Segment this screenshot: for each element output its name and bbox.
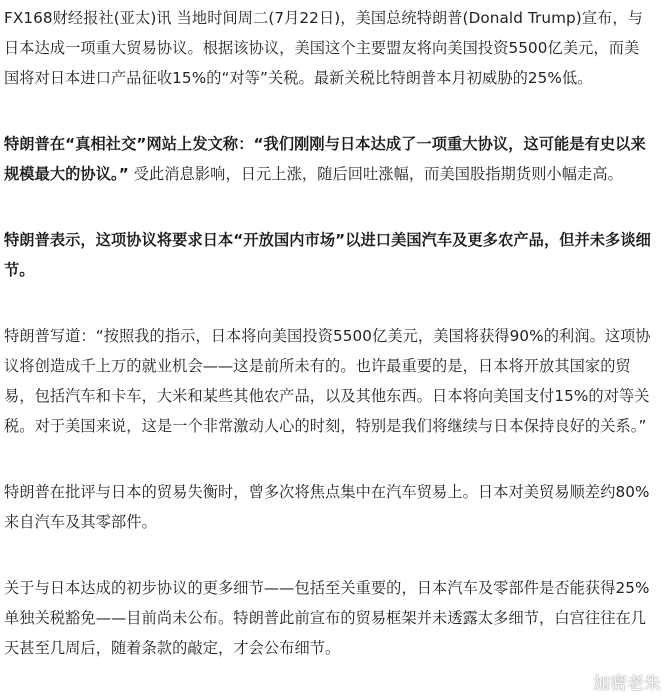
market-reaction-text: 受此消息影响，日元上涨，随后回吐涨幅，而美国股指期货则小幅走高。 — [128, 165, 623, 183]
watermark-text: 加密老朱 — [593, 674, 661, 694]
open-market-statement: 特朗普表示，这项协议将要求日本“开放国内市场”以进口美国汽车及更多农产品，但并未多谈细节。 — [4, 231, 651, 279]
paragraph-open-market — [4, 225, 653, 285]
paragraph-auto-trade: 特朗普在批评与日本的贸易失衡时，曾多次将焦点集中在汽车贸易上。日本对美贸易顺差约80%来自汽车及其零部件。 — [4, 483, 650, 531]
watermark — [569, 669, 661, 694]
paragraph-trump-quote: 特朗普写道：“按照我的指示，日本将向美国投资5500亿美元，美国将获得90%的利润。这项协议将创造成千上万的就业机会——这是前所未有的。也许最重要的是，日本将开放其国家的贸易，包括汽车和卡车，大米和某些其他农产品，以及其他东西。日本将向美国支付15%的对等关税。对于美国来说，这是一个非常激动人心的时刻，特别是我们将继续与日本保持良好的关系。” — [4, 327, 651, 435]
paragraph-details: 关于与日本达成的初步协议的更多细节——包括至关重要的，日本汽车及零部件是否能获得25%单独关税豁免——目前尚未公布。特朗普此前宣布的贸易框架并未透露太多细节，白宫往往在几天甚至几周后，随着条款的敲定，才会公布细节。 — [4, 579, 650, 657]
paragraph-truth-social — [4, 129, 653, 189]
truth-social-quote: 特朗普在“真相社交”网站上发文称：“我们刚刚与日本达成了一项重大协议，这可能是有史以来规模最大的协议。” — [4, 135, 646, 183]
logo-icon — [569, 672, 589, 692]
paragraph-intro: FX168财经报社(亚太)讯 当地时间周二(7月22日)，美国总统特朗普(Donald Trump)宣布，与日本达成一项重大贸易协议。根据该协议，美国这个主要盟友将向美国投资5500亿美元，而美国将对日本进口产品征收15%的“对等”关税。最新关税比特朗普本月初威胁的25%低。 — [4, 9, 643, 87]
